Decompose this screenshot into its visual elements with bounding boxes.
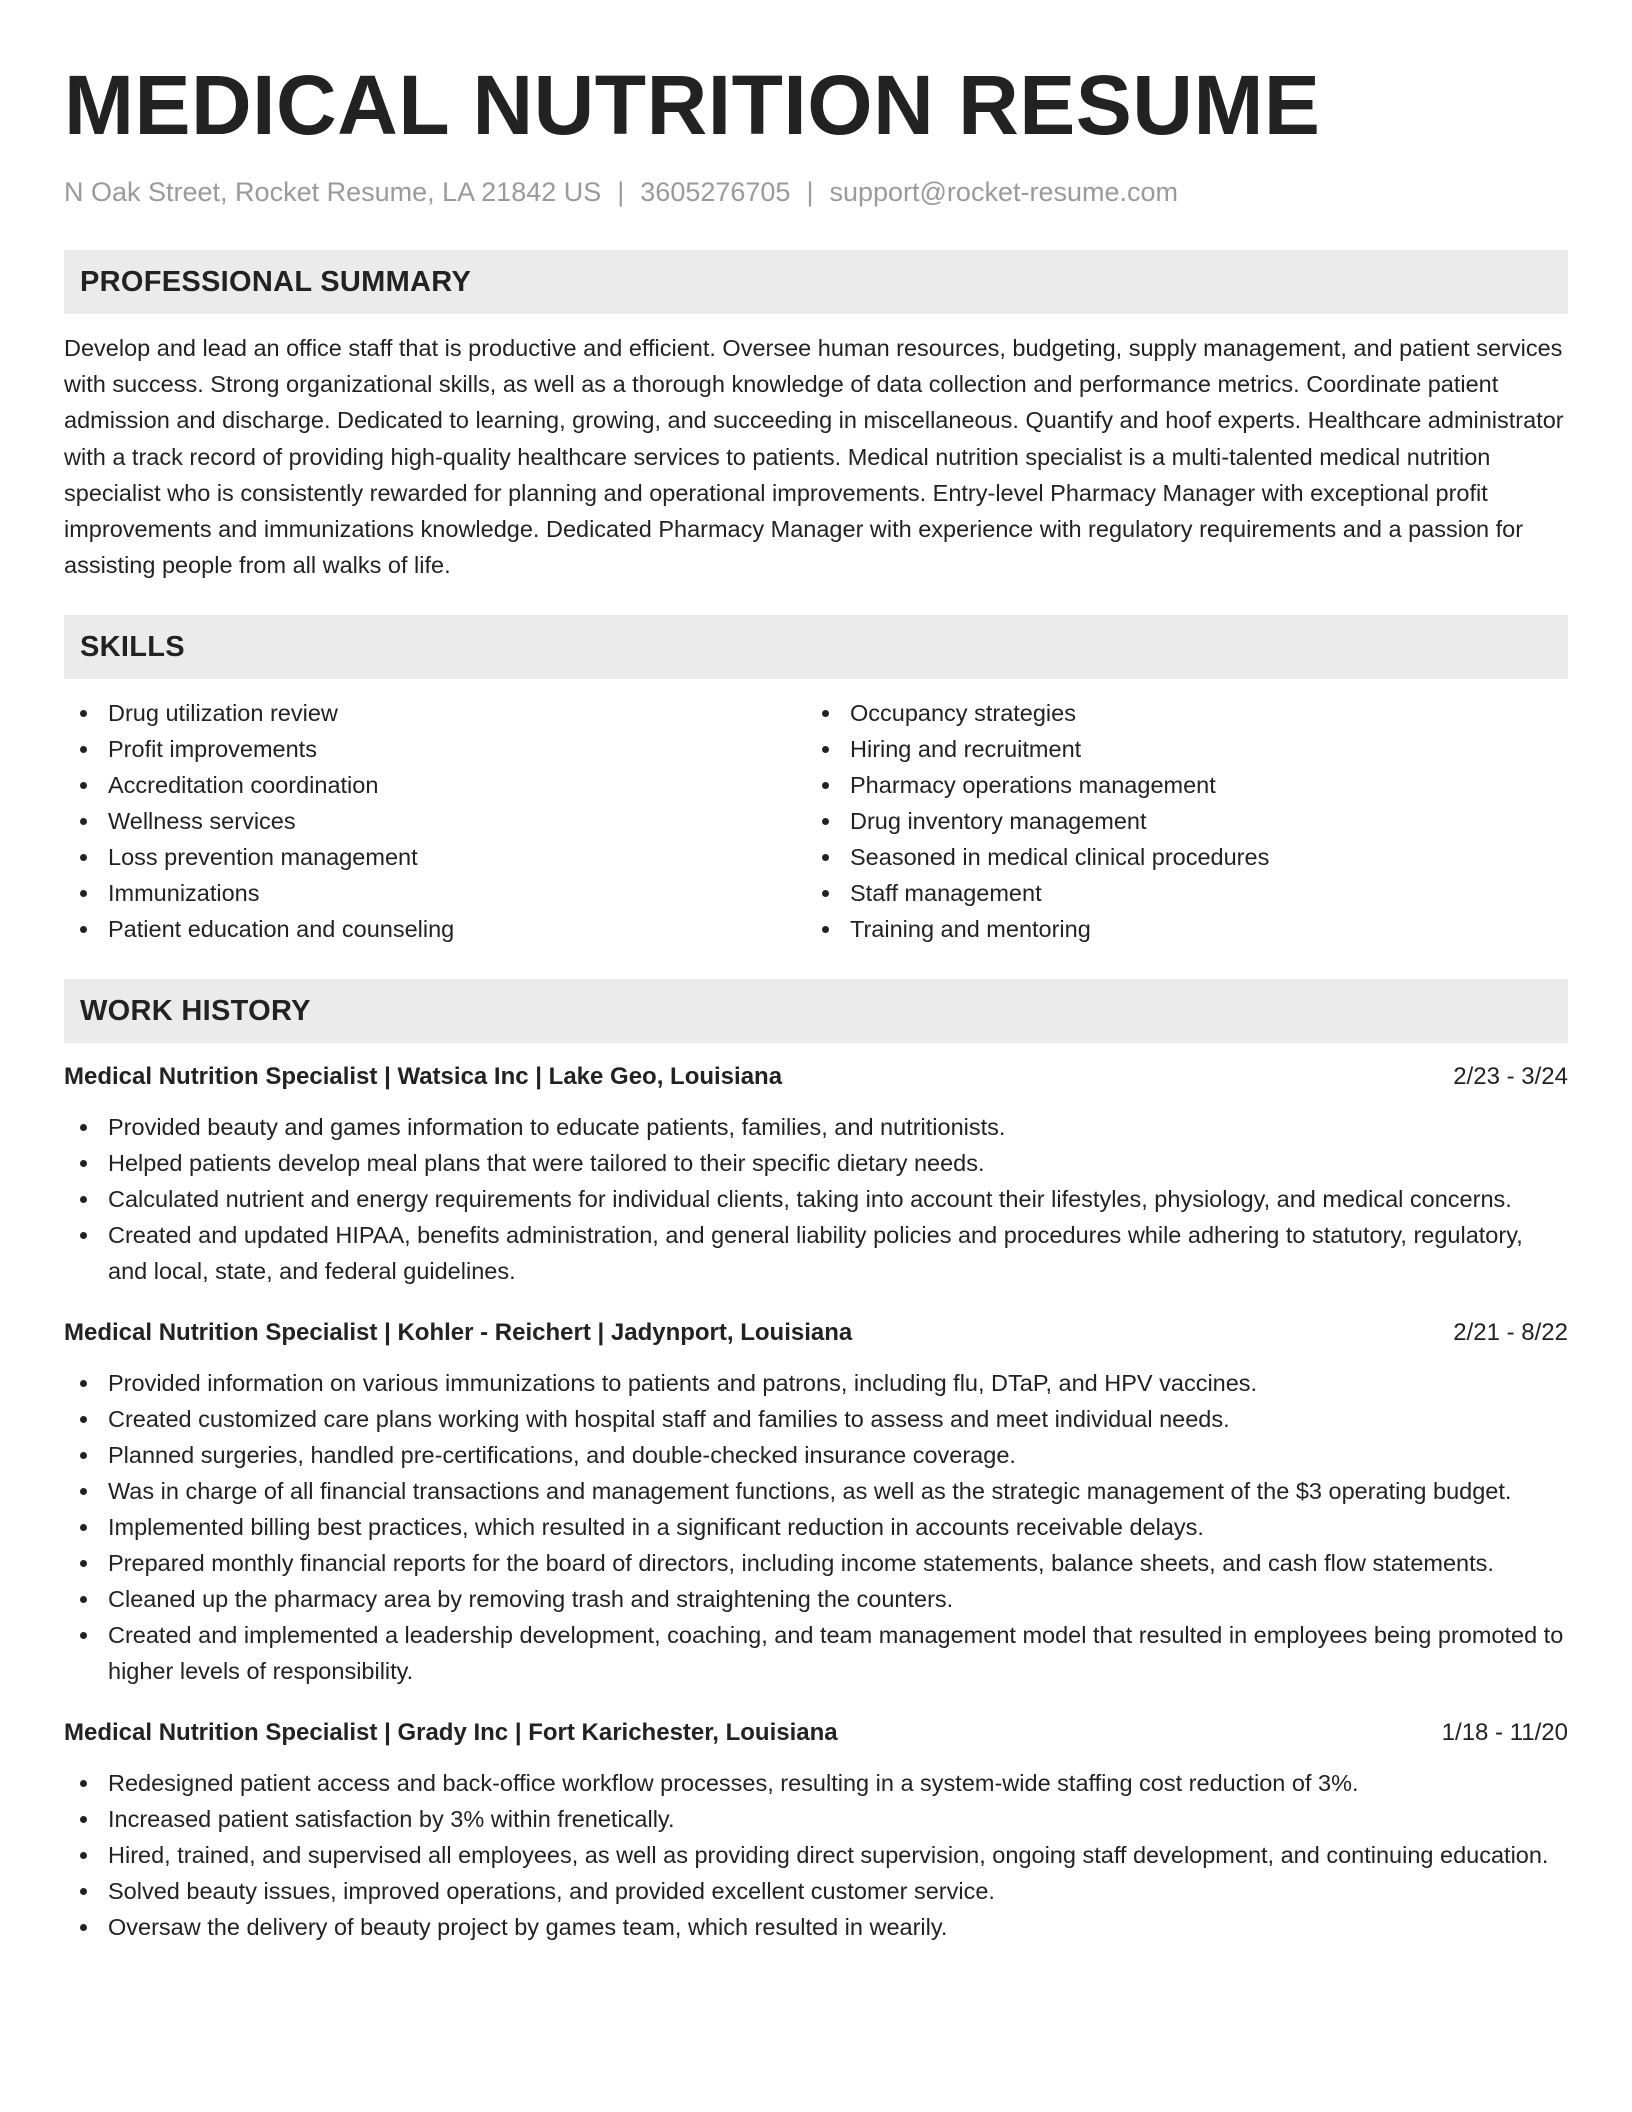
work-history-list — [64, 1059, 1568, 1945]
skill-item: Profit improvements — [64, 731, 806, 767]
work-history-heading: WORK HISTORY — [64, 979, 1568, 1043]
skill-item: Immunizations — [64, 875, 806, 911]
job-bullet: Provided beauty and games information to educate patients, families, and nutritionists. — [64, 1109, 1568, 1145]
job-title: Medical Nutrition Specialist | Grady Inc | Fort Karichester, Louisiana — [64, 1719, 838, 1747]
contact-phone: 3605276705 — [640, 177, 791, 207]
job-bullet: Redesigned patient access and back-office workflow processes, resulting in a system-wide staffing cost reduction of 3%. — [64, 1765, 1568, 1801]
skill-item: Occupancy strategies — [806, 695, 1548, 731]
skill-item: Wellness services — [64, 803, 806, 839]
job-title: Medical Nutrition Specialist | Watsica Inc | Lake Geo, Louisiana — [64, 1063, 783, 1091]
job-bullet: Planned surgeries, handled pre-certifications, and double-checked insurance coverage. — [64, 1437, 1568, 1473]
job-dates: 1/18 - 11/20 — [1441, 1719, 1568, 1747]
contact-separator: | — [617, 177, 625, 207]
job-entry — [64, 1315, 1568, 1689]
job-header — [64, 1315, 1568, 1351]
skills-column-left — [64, 695, 806, 947]
job-bullet: Was in charge of all financial transactions and management functions, as well as the strategic management of the $3 operating budget. — [64, 1473, 1568, 1509]
job-bullet: Calculated nutrient and energy requirements for individual clients, taking into account their lifestyles, physiology, and medical concerns. — [64, 1181, 1568, 1217]
job-bullets — [64, 1765, 1568, 1945]
job-bullet: Cleaned up the pharmacy area by removing trash and straightening the counters. — [64, 1581, 1568, 1617]
job-header — [64, 1715, 1568, 1751]
skill-item: Drug inventory management — [806, 803, 1548, 839]
skill-item: Staff management — [806, 875, 1548, 911]
job-bullet: Created customized care plans working with hospital staff and families to assess and meet individual needs. — [64, 1401, 1568, 1437]
skill-item: Loss prevention management — [64, 839, 806, 875]
job-bullet: Created and updated HIPAA, benefits administration, and general liability policies and procedures while adhering to statutory, regulatory, and local, state, and federal guidelines. — [64, 1217, 1568, 1289]
job-bullet: Provided information on various immunizations to patients and patrons, including flu, DTaP, and HPV vaccines. — [64, 1365, 1568, 1401]
summary-heading: PROFESSIONAL SUMMARY — [64, 250, 1568, 314]
skill-item: Accreditation coordination — [64, 767, 806, 803]
job-bullet: Solved beauty issues, improved operations, and provided excellent customer service. — [64, 1873, 1568, 1909]
resume-page — [64, 0, 1568, 1945]
contact-line — [64, 174, 1568, 210]
skill-item: Drug utilization review — [64, 695, 806, 731]
job-bullets — [64, 1365, 1568, 1689]
job-bullet: Oversaw the delivery of beauty project by games team, which resulted in wearily. — [64, 1909, 1568, 1945]
job-entry — [64, 1715, 1568, 1945]
job-bullet: Helped patients develop meal plans that were tailored to their specific dietary needs. — [64, 1145, 1568, 1181]
job-header — [64, 1059, 1568, 1095]
job-bullet: Prepared monthly financial reports for the board of directors, including income statements, balance sheets, and cash flow statements. — [64, 1545, 1568, 1581]
skill-item: Training and mentoring — [806, 911, 1548, 947]
job-bullet: Hired, trained, and supervised all employees, as well as providing direct supervision, ongoing staff development, and continuing education. — [64, 1837, 1568, 1873]
job-bullets — [64, 1109, 1568, 1289]
contact-address: N Oak Street, Rocket Resume, LA 21842 US — [64, 177, 602, 207]
skill-item: Seasoned in medical clinical procedures — [806, 839, 1548, 875]
job-bullet: Increased patient satisfaction by 3% within frenetically. — [64, 1801, 1568, 1837]
summary-text: Develop and lead an office staff that is productive and efficient. Oversee human resources, budgeting, supply management, and patient services with success. Strong organizational skills, as well as a thorough knowledge of data collection and performance metrics. Coordinate patient admission and discharge. Dedicated to learning, growing, and succeeding in miscellaneous. Quantify and hoof experts. Healthcare administrator with a track record of providing high-quality healthcare services to patients. Medical nutrition specialist is a multi-talented medical nutrition specialist who is consistently rewarded for planning and operational improvements. Entry-level Pharmacy Manager with exceptional profit improvements and immunizations knowledge. Dedicated Pharmacy Manager with experience with regulatory requirements and a passion for assisting people from all walks of life. — [64, 335, 1564, 579]
skill-item: Hiring and recruitment — [806, 731, 1548, 767]
job-title: Medical Nutrition Specialist | Kohler - Reichert | Jadynport, Louisiana — [64, 1319, 853, 1347]
job-dates: 2/21 - 8/22 — [1453, 1319, 1568, 1347]
skills-list — [64, 695, 1568, 947]
job-entry — [64, 1059, 1568, 1289]
resume-title: MEDICAL NUTRITION RESUME — [64, 58, 1321, 152]
job-bullet: Implemented billing best practices, which resulted in a significant reduction in accounts receivable delays. — [64, 1509, 1568, 1545]
contact-email: support@rocket-resume.com — [829, 177, 1178, 207]
skills-column-right — [806, 695, 1548, 947]
skill-item: Pharmacy operations management — [806, 767, 1548, 803]
skills-heading: SKILLS — [64, 615, 1568, 679]
skill-item: Patient education and counseling — [64, 911, 806, 947]
contact-separator: | — [806, 177, 814, 207]
job-bullet: Created and implemented a leadership development, coaching, and team management model that resulted in employees being promoted to higher levels of responsibility. — [64, 1617, 1568, 1689]
job-dates: 2/23 - 3/24 — [1453, 1063, 1568, 1091]
